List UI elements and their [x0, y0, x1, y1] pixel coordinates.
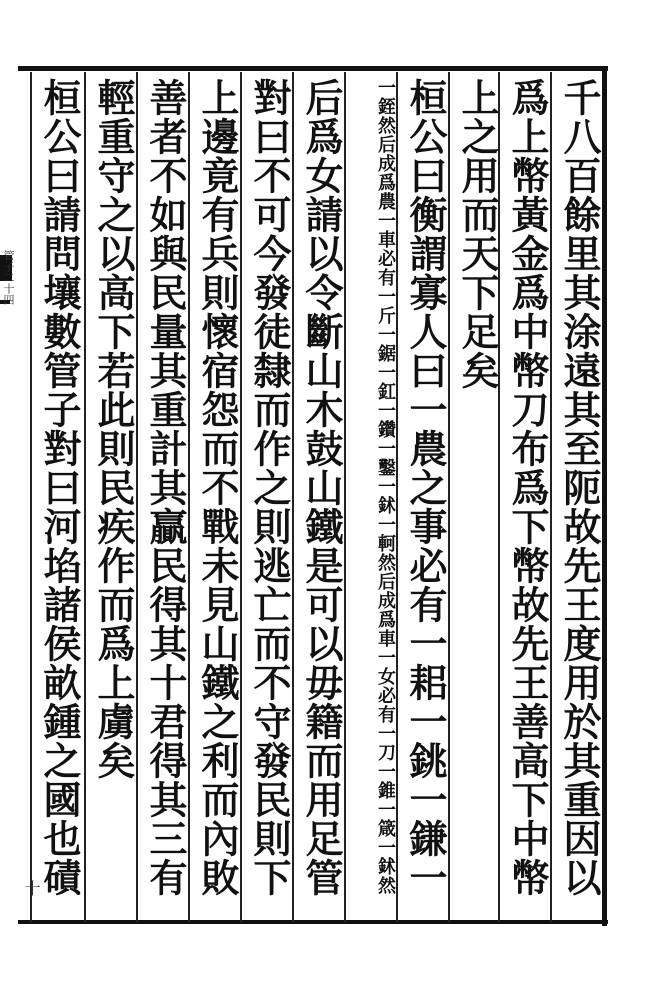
- text-column-3: 上之用而天下足矣: [455, 78, 500, 390]
- text-column-5: 一銍然后成爲農一車必有一斤一鋸一釭一鑽一鑿一鉥一軻然后成爲車一女必有一刀一錐一箴一鉥然: [375, 78, 396, 895]
- text-column-9: 善者不如與民量其重計其贏民得其十君得其三有: [143, 78, 188, 897]
- text-column-8: 上邊竟有兵則懷宿怨而不戰未見山鐵之利而內敗: [195, 78, 240, 897]
- page-frame-top: [18, 66, 608, 71]
- spine-label: 管子二十四: [2, 250, 15, 305]
- text-column-2: 爲上幣黃金爲中幣刀布爲下幣故先王善高下中幣: [505, 78, 550, 897]
- text-column-10: 輕重守之以高下若此則民疾作而爲上虜矣: [91, 78, 136, 780]
- text-column-1: 千八百餘里其涂遠其至阨故先王度用於其重因以: [557, 78, 602, 897]
- text-column-4: 桓公曰衡謂寡人曰一農之事必有一耜一銚一鎌一: [403, 78, 448, 897]
- text-column-11: 桓公曰請問壤數管子對曰河埳諸侯畝鍾之國也磧: [37, 78, 82, 897]
- text-column-6: 后爲女請以令斷山木鼓山鐵是可以毋籍而用足管: [299, 78, 344, 897]
- page-frame-bottom: [18, 920, 608, 924]
- text-column-7: 對曰不可今發徒隸而作之則逃亡而不守發民則下: [247, 78, 292, 897]
- tail-mark: 十: [22, 880, 41, 896]
